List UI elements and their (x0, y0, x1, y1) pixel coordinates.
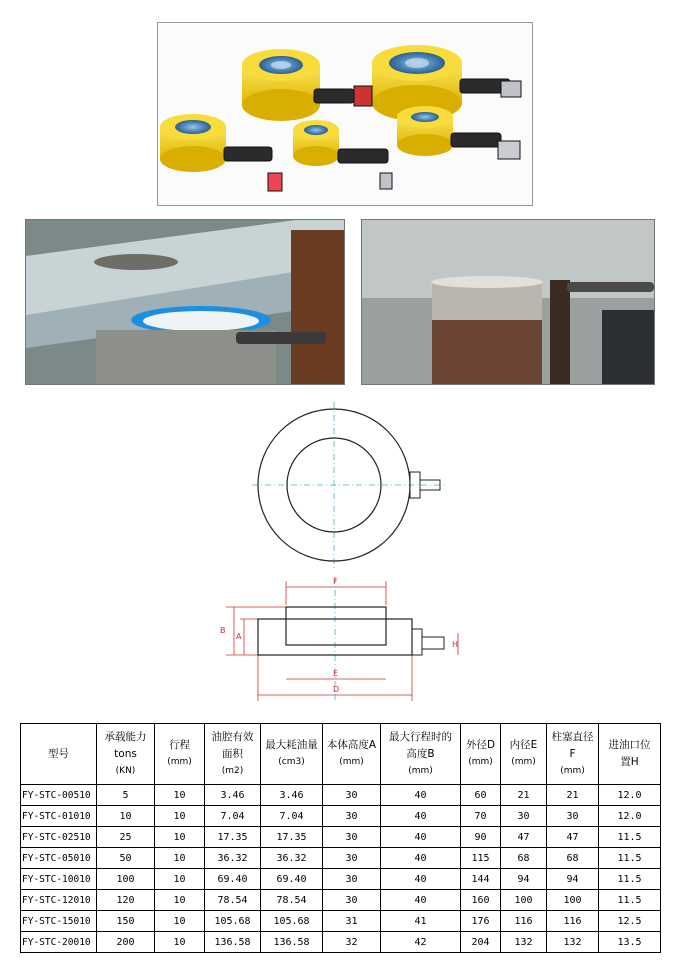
value-cell: 68 (547, 848, 599, 869)
value-cell: 10 (155, 890, 205, 911)
dim-label-D: D (333, 685, 340, 694)
value-cell: 116 (547, 911, 599, 932)
cylinder-medium-right (397, 106, 453, 156)
dim-label-F: F (333, 577, 338, 586)
table-header-cell (323, 724, 381, 785)
value-cell: 132 (501, 932, 547, 953)
value-cell: 69.40 (261, 869, 323, 890)
value-cell: 100 (547, 890, 599, 911)
model-cell: FY-STC-05010 (21, 848, 97, 869)
value-cell: 120 (97, 890, 155, 911)
value-cell: 10 (155, 932, 205, 953)
table-row (21, 932, 661, 953)
model-cell: FY-STC-01010 (21, 806, 97, 827)
dimension-lines (226, 581, 458, 701)
value-cell: 105.68 (205, 911, 261, 932)
value-cell: 136.58 (205, 932, 261, 953)
cylinder-small-center (293, 120, 339, 166)
value-cell: 40 (381, 869, 461, 890)
value-cell: 132 (547, 932, 599, 953)
value-cell: 17.35 (205, 827, 261, 848)
value-cell: 50 (97, 848, 155, 869)
value-cell: 10 (155, 785, 205, 806)
value-cell: 11.5 (599, 869, 661, 890)
product-photo (157, 22, 533, 206)
value-cell: 13.5 (599, 932, 661, 953)
dim-label-E: E (333, 669, 339, 678)
header-line: 行程 (169, 739, 190, 751)
header-line: (mm) (167, 757, 192, 767)
header-line: (mm) (560, 765, 585, 776)
value-cell: 100 (501, 890, 547, 911)
value-cell: 78.54 (261, 890, 323, 911)
table-header-row (21, 724, 661, 785)
value-cell: 10 (155, 869, 205, 890)
table-row (21, 806, 661, 827)
value-cell: 47 (547, 827, 599, 848)
value-cell: 116 (501, 911, 547, 932)
header-line: 高度B (406, 747, 435, 760)
installation-image-right (362, 220, 654, 384)
hydraulic-cylinders-image (158, 23, 532, 205)
model-cell: FY-STC-12010 (21, 890, 97, 911)
header-line: (mm) (339, 757, 364, 767)
value-cell: 176 (461, 911, 501, 932)
value-cell: 25 (97, 827, 155, 848)
value-cell: 31 (323, 911, 381, 932)
value-cell: 100 (97, 869, 155, 890)
header-line: 置H (620, 756, 639, 768)
value-cell: 30 (323, 890, 381, 911)
value-cell: 70 (461, 806, 501, 827)
value-cell: 36.32 (205, 848, 261, 869)
value-cell: 5 (97, 785, 155, 806)
value-cell: 12.0 (599, 785, 661, 806)
value-cell: 3.46 (205, 785, 261, 806)
value-cell: 17.35 (261, 827, 323, 848)
value-cell: 3.46 (261, 785, 323, 806)
model-cell: FY-STC-00510 (21, 785, 97, 806)
value-cell: 144 (461, 869, 501, 890)
side-inlet-nut (412, 629, 422, 655)
table-body (21, 785, 661, 953)
spec-table (20, 723, 661, 953)
value-cell: 10 (155, 848, 205, 869)
side-inlet-fitting (422, 637, 444, 649)
value-cell: 7.04 (261, 806, 323, 827)
value-cell: 21 (501, 785, 547, 806)
model-cell: FY-STC-02510 (21, 827, 97, 848)
value-cell: 10 (155, 827, 205, 848)
table-header-cell (461, 724, 501, 785)
model-cell: FY-STC-15010 (21, 911, 97, 932)
value-cell: 30 (547, 806, 599, 827)
header-line: tons (114, 747, 137, 760)
header-line: 最大行程时的 (389, 730, 452, 743)
value-cell: 30 (323, 827, 381, 848)
value-cell: 32 (323, 932, 381, 953)
table-header-cell (261, 724, 323, 785)
value-cell: 40 (381, 827, 461, 848)
header-line: 柱塞直径 (551, 730, 594, 743)
cylinder-medium-left (160, 114, 226, 172)
value-cell: 94 (547, 869, 599, 890)
model-cell: FY-STC-20010 (21, 932, 97, 953)
value-cell: 11.5 (599, 890, 661, 911)
header-line: 外径D (465, 739, 496, 751)
table-header-cell (381, 724, 461, 785)
value-cell: 204 (461, 932, 501, 953)
value-cell: 200 (97, 932, 155, 953)
header-line: 型号 (48, 747, 69, 760)
header-line: F (569, 747, 576, 760)
value-cell: 78.54 (205, 890, 261, 911)
application-photo-left (25, 219, 345, 385)
value-cell: 12.5 (599, 911, 661, 932)
dim-label-A: A (236, 632, 242, 641)
dim-label-H: H (452, 640, 459, 649)
installation-image-left (26, 220, 344, 384)
value-cell: 41 (381, 911, 461, 932)
table-header-cell (155, 724, 205, 785)
value-cell: 21 (547, 785, 599, 806)
value-cell: 10 (155, 911, 205, 932)
header-line: (KN) (115, 765, 136, 776)
header-line: (cm3) (278, 757, 305, 767)
model-cell: FY-STC-10010 (21, 869, 97, 890)
table-header-cell (205, 724, 261, 785)
value-cell: 40 (381, 785, 461, 806)
table-row (21, 869, 661, 890)
header-line: 承载能力 (104, 730, 147, 743)
value-cell: 10 (97, 806, 155, 827)
value-cell: 40 (381, 848, 461, 869)
value-cell: 30 (323, 785, 381, 806)
table-header-cell (501, 724, 547, 785)
application-photo-right (361, 219, 655, 385)
value-cell: 12.0 (599, 806, 661, 827)
header-line: 本体高度A (326, 739, 377, 751)
value-cell: 60 (461, 785, 501, 806)
value-cell: 90 (461, 827, 501, 848)
table-header-cell (97, 724, 155, 785)
value-cell: 30 (323, 806, 381, 827)
value-cell: 30 (323, 869, 381, 890)
piston-body (286, 607, 386, 645)
value-cell: 30 (501, 806, 547, 827)
value-cell: 150 (97, 911, 155, 932)
table-header-cell (547, 724, 599, 785)
value-cell: 68 (501, 848, 547, 869)
side-view-drawing (212, 575, 472, 705)
value-cell: 105.68 (261, 911, 323, 932)
value-cell: 10 (155, 806, 205, 827)
dim-label-B: B (220, 626, 226, 635)
header-line: 油腔有效 (211, 730, 254, 743)
table-row (21, 911, 661, 932)
header-line: 进油口位 (608, 739, 651, 751)
header-line: 最大耗油量 (265, 739, 318, 751)
table-header-cell (21, 724, 97, 785)
value-cell: 47 (501, 827, 547, 848)
value-cell: 7.04 (205, 806, 261, 827)
value-cell: 42 (381, 932, 461, 953)
table-row (21, 785, 661, 806)
header-line: (mm) (468, 757, 493, 767)
top-view-drawing (250, 400, 450, 570)
value-cell: 136.58 (261, 932, 323, 953)
table-header-cell (599, 724, 661, 785)
value-cell: 40 (381, 890, 461, 911)
value-cell: 40 (381, 806, 461, 827)
value-cell: 30 (323, 848, 381, 869)
cylinder-large-left (242, 49, 320, 121)
header-line: (mm) (511, 757, 536, 767)
value-cell: 11.5 (599, 827, 661, 848)
value-cell: 94 (501, 869, 547, 890)
value-cell: 115 (461, 848, 501, 869)
value-cell: 11.5 (599, 848, 661, 869)
header-line: (mm) (408, 765, 433, 776)
value-cell: 69.40 (205, 869, 261, 890)
table-row (21, 890, 661, 911)
header-line: 面积 (222, 747, 243, 760)
header-line: (m2) (221, 765, 244, 776)
table-row (21, 827, 661, 848)
value-cell: 160 (461, 890, 501, 911)
header-line: 内径E (509, 739, 538, 751)
cylinder-body (258, 619, 412, 655)
table-row (21, 848, 661, 869)
value-cell: 36.32 (261, 848, 323, 869)
